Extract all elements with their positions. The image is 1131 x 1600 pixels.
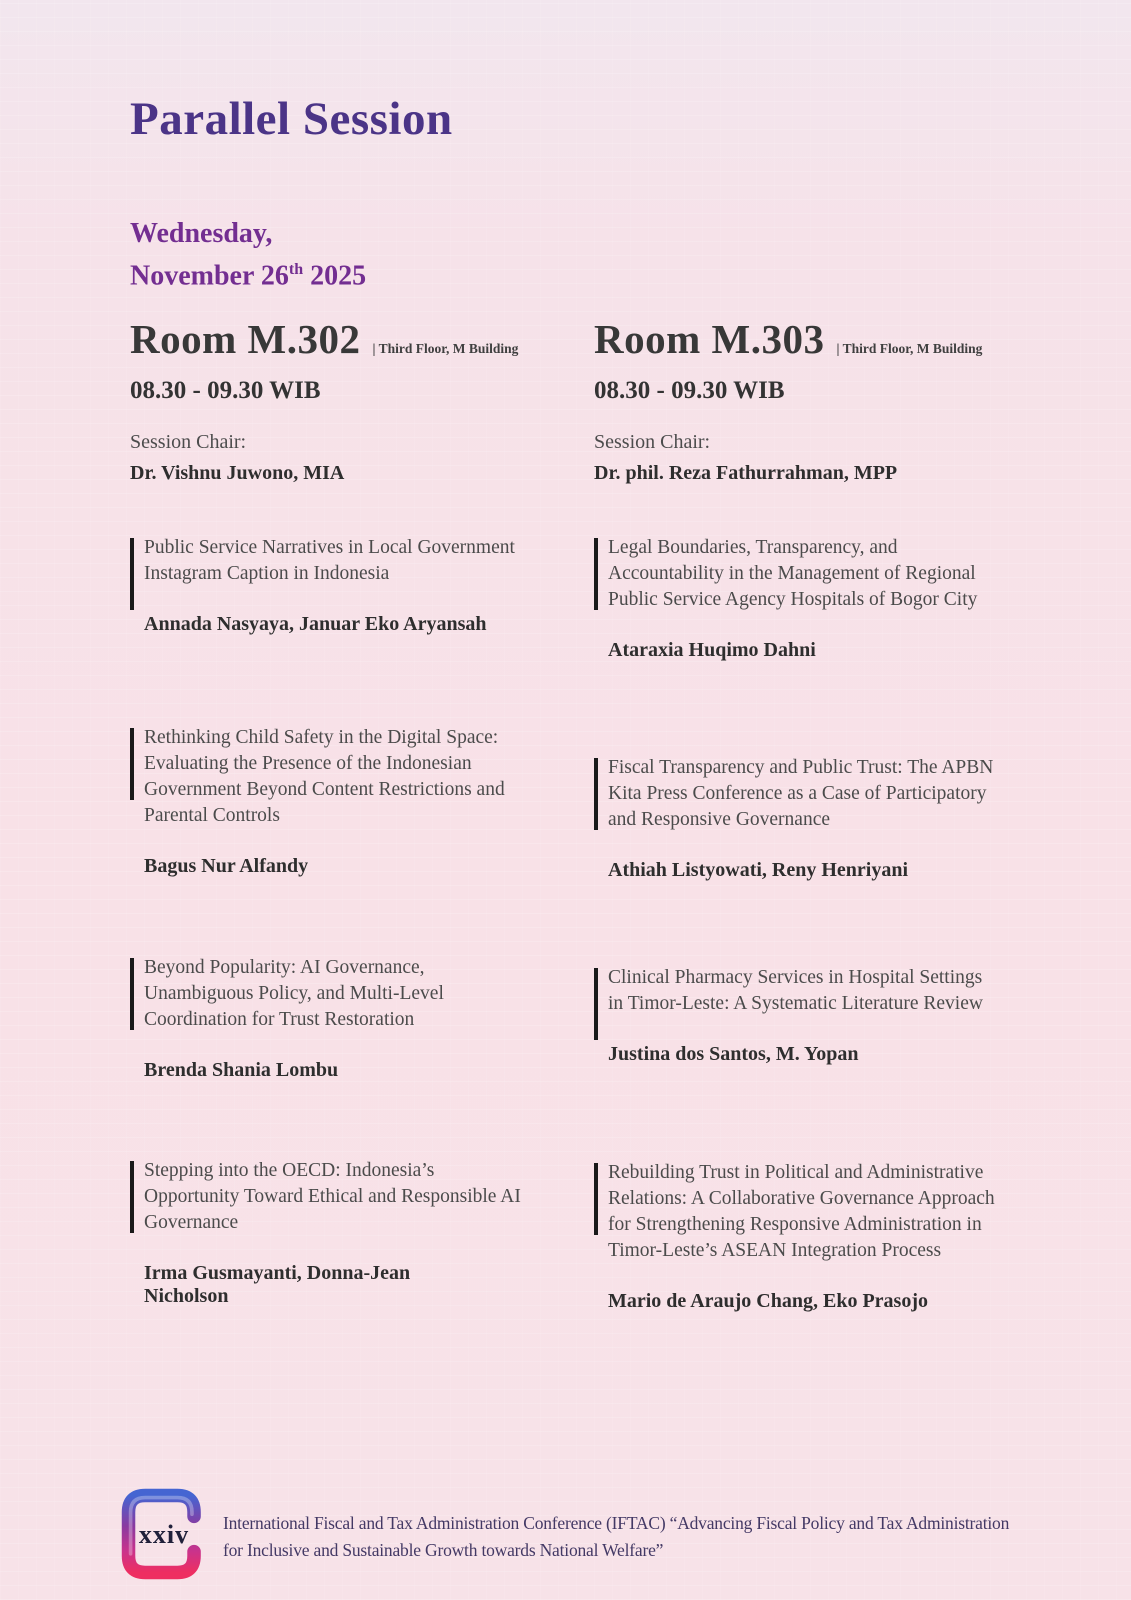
room-location: | Third Floor, M Building xyxy=(836,341,983,356)
room-header xyxy=(594,315,1054,363)
room-header xyxy=(130,315,585,363)
paper-authors: Justina dos Santos, M. Yopan xyxy=(608,1043,859,1065)
footer xyxy=(115,1482,1045,1586)
paper-title: Legal Boundaries, Transparency, and Accountability in the Management of Regional Public Service Agency Hospitals of Bogor City xyxy=(594,535,996,613)
room-column-m303 xyxy=(594,315,1054,1312)
session-chair-name: Dr. Vishnu Juwono, MIA xyxy=(130,462,345,484)
page-title: Parallel Session xyxy=(130,93,453,145)
paper-title: Beyond Popularity: AI Governance, Unambiguous Policy, and Multi-Level Coordination for Trust Restoration xyxy=(130,955,522,1033)
session-date-day: Wednesday, xyxy=(130,218,273,249)
session-date xyxy=(130,216,366,294)
paper-item xyxy=(594,755,996,882)
paper-authors: Mario de Araujo Chang, Eko Prasojo xyxy=(608,1290,928,1312)
paper-item xyxy=(594,1160,996,1313)
paper-authors: Ataraxia Huqimo Dahni xyxy=(608,639,816,661)
date-ordinal-superscript: th xyxy=(288,261,304,278)
paper-authors: Brenda Shania Lombu xyxy=(144,1059,339,1081)
paper-title: Rebuilding Trust in Political and Administrative Relations: A Collaborative Governance Approach for Strengthening Responsive Administration in Timor-Leste’s ASEAN Integration Process xyxy=(594,1160,996,1264)
paper-item xyxy=(594,965,996,1066)
paper-authors: Irma Gusmayanti, Donna-Jean Nicholson xyxy=(144,1262,411,1307)
paper-item xyxy=(130,535,522,636)
session-time: 08.30 - 09.30 WIB xyxy=(594,377,785,404)
room-location: | Third Floor, M Building xyxy=(372,341,519,356)
paper-title: Fiscal Transparency and Public Trust: The APBN Kita Press Conference as a Case of Participatory and Responsive Governance xyxy=(594,755,996,833)
conference-name: International Fiscal and Tax Administration Conference (IFTAC) “Advancing Fiscal Policy and Tax Administration for Inclusive and Sustainable Growth towards National Welfare” xyxy=(223,1513,1010,1560)
paper-title: Public Service Narratives in Local Government Instagram Caption in Indonesia xyxy=(130,535,522,587)
paper-item xyxy=(130,725,522,878)
iftac-xxiv-logo xyxy=(115,1482,219,1586)
session-chair-name: Dr. phil. Reza Fathurrahman, MPP xyxy=(594,462,898,484)
paper-title: Clinical Pharmacy Services in Hospital Settings in Timor-Leste: A Systematic Literature Review xyxy=(594,965,996,1017)
session-chair-label: Session Chair: xyxy=(594,431,711,453)
logo-roman-numeral: xxiv xyxy=(138,1520,190,1549)
paper-authors: Athiah Listyowati, Reny Henriyani xyxy=(608,859,909,881)
paper-item xyxy=(594,535,996,662)
paper-item xyxy=(130,955,522,1082)
paper-title: Stepping into the OECD: Indonesia’s Opportunity Toward Ethical and Responsible AI Governance xyxy=(130,1158,522,1236)
session-date-full: November 26th 2025 xyxy=(130,260,367,292)
paper-item xyxy=(130,1158,522,1308)
room-column-m302 xyxy=(130,315,585,1307)
room-name: Room M.302 xyxy=(130,316,361,362)
room-name: Room M.303 xyxy=(594,316,825,362)
paper-authors: Bagus Nur Alfandy xyxy=(144,855,309,877)
paper-title: Rethinking Child Safety in the Digital Space: Evaluating the Presence of the Indonesian Government Beyond Content Restrictions and Parental Controls xyxy=(130,725,522,829)
paper-authors: Annada Nasyaya, Januar Eko Aryansah xyxy=(144,613,487,635)
session-chair-label: Session Chair: xyxy=(130,431,247,453)
session-time: 08.30 - 09.30 WIB xyxy=(130,377,321,404)
